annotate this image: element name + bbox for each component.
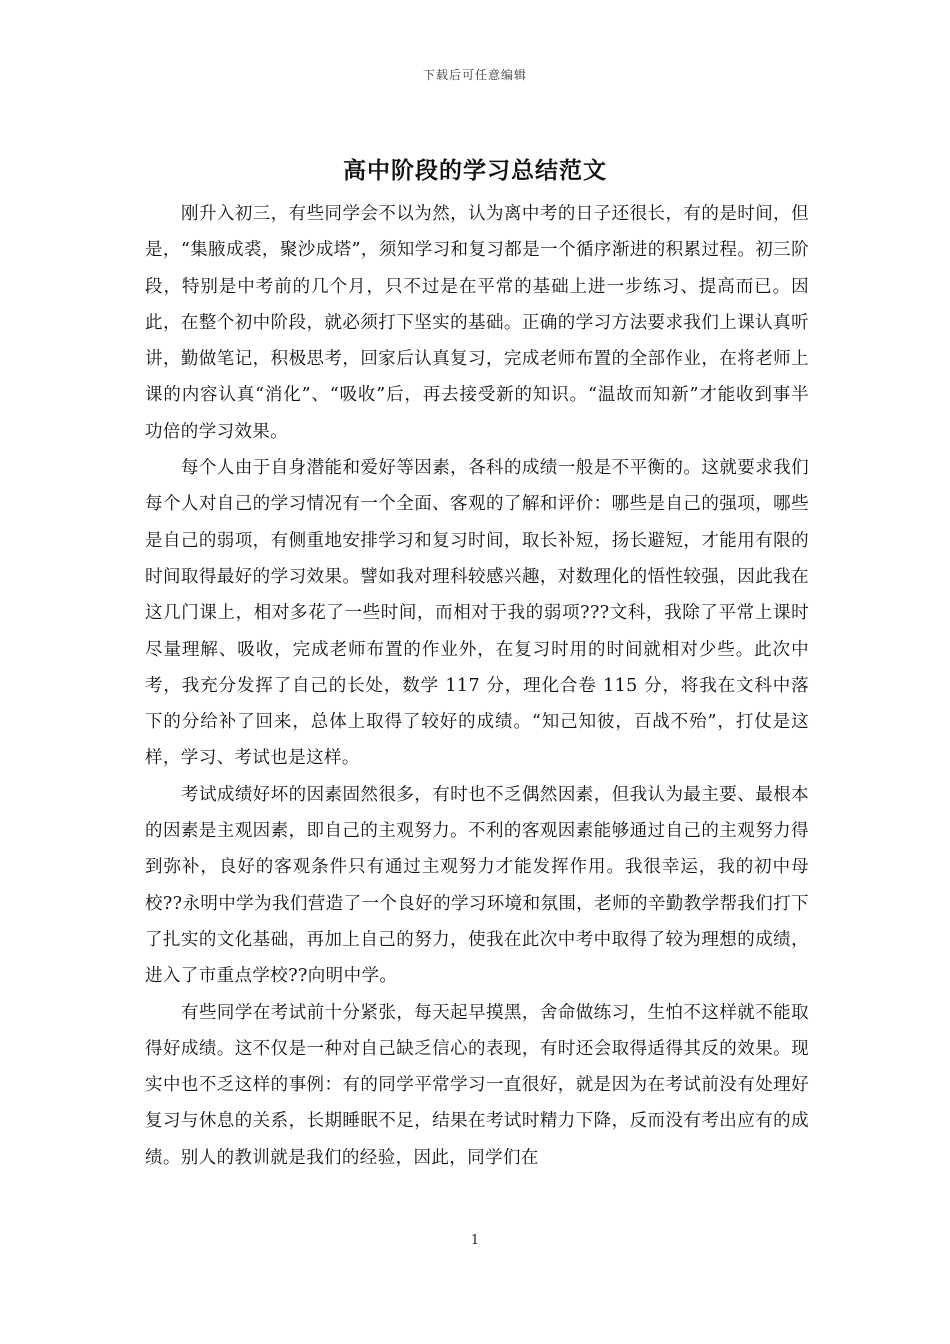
page-number: 1: [470, 1233, 480, 1248]
paragraph-3: 考试成绩好坏的因素固然很多，有时也不乏偶然因素，但我认为最主要、最根本的因素是主观因素，即自己的主观努力。不利的客观因素能够通过自己的主观努力得到弥补，良好的客观条件只有通过主观努力才能发挥作用。我很幸运，我的初中母校??永明中学为我们营造了一个良好的学习环境和氛围，老师的辛勤教学帮我们打下了扎实的文化基础，再加上自己的努力，使我在此次中考中取得了较为理想的成绩，进入了市重点学校??向明中学。: [145, 784, 809, 987]
paragraph-4: 有些同学在考试前十分紧张，每天起早摸黑，舍命做练习，生怕不这样就不能取得好成绩。这不仅是一种对自己缺乏信心的表现，有时还会取得适得其反的效果。现实中也不乏这样的事例：有的同学平常学习一直很好，就是因为在考试前没有处理好复习与休息的关系，长期睡眠不足，结果在考试时精力下降，反而没有考出应有的成绩。别人的教训就是我们的经验，因此，同学们在: [145, 1002, 809, 1168]
document-title: 高中阶段的学习总结范文: [343, 158, 607, 184]
paragraph-2: 每个人由于自身潜能和爱好等因素，各科的成绩一般是不平衡的。这就要求我们每个人对自己的学习情况有一个全面、客观的了解和评价：哪些是自己的强项，哪些是自己的弱项，有侧重地安排学习和复习时间，取长补短，扬长避短，才能用有限的时间取得最好的学习效果。譬如我对理科较感兴趣，对数理化的悟性较强，因此我在这几门课上，相对多花了一些时间，而相对于我的弱项???文科，我除了平常上课时尽量理解、吸收，完成老师布置的作业外，在复习时用的时间就相对少些。此次中考，我充分发挥了自己的长处，数学 117 分，理化合卷 115 分，将我在文科中落下的分给补了回来，总体上取得了较好的成绩。“知己知彼，百战不殆”，打仗是这样，学习、考试也是这样。: [145, 458, 809, 769]
header-note: 下载后可任意编辑: [422, 68, 527, 82]
paragraph-1: 刚升入初三，有些同学会不以为然，认为离中考的日子还很长，有的是时间，但是，“集腋成裘，聚沙成塔”，须知学习和复习都是一个循序渐进的积累过程。初三阶段，特别是中考前的几个月，只不过是在平常的基础上进一步练习、提高而已。因此，在整个初中阶段，就必须打下坚实的基础。正确的学习方法要求我们上课认真听讲，勤做笔记，积极思考，回家后认真复习，完成老师布置的全部作业，在将老师上课的内容认真“消化”、“吸收”后，再去接受新的知识。“温故而知新”才能收到事半功倍的学习效果。: [145, 204, 809, 442]
document-body: [145, 196, 809, 1176]
